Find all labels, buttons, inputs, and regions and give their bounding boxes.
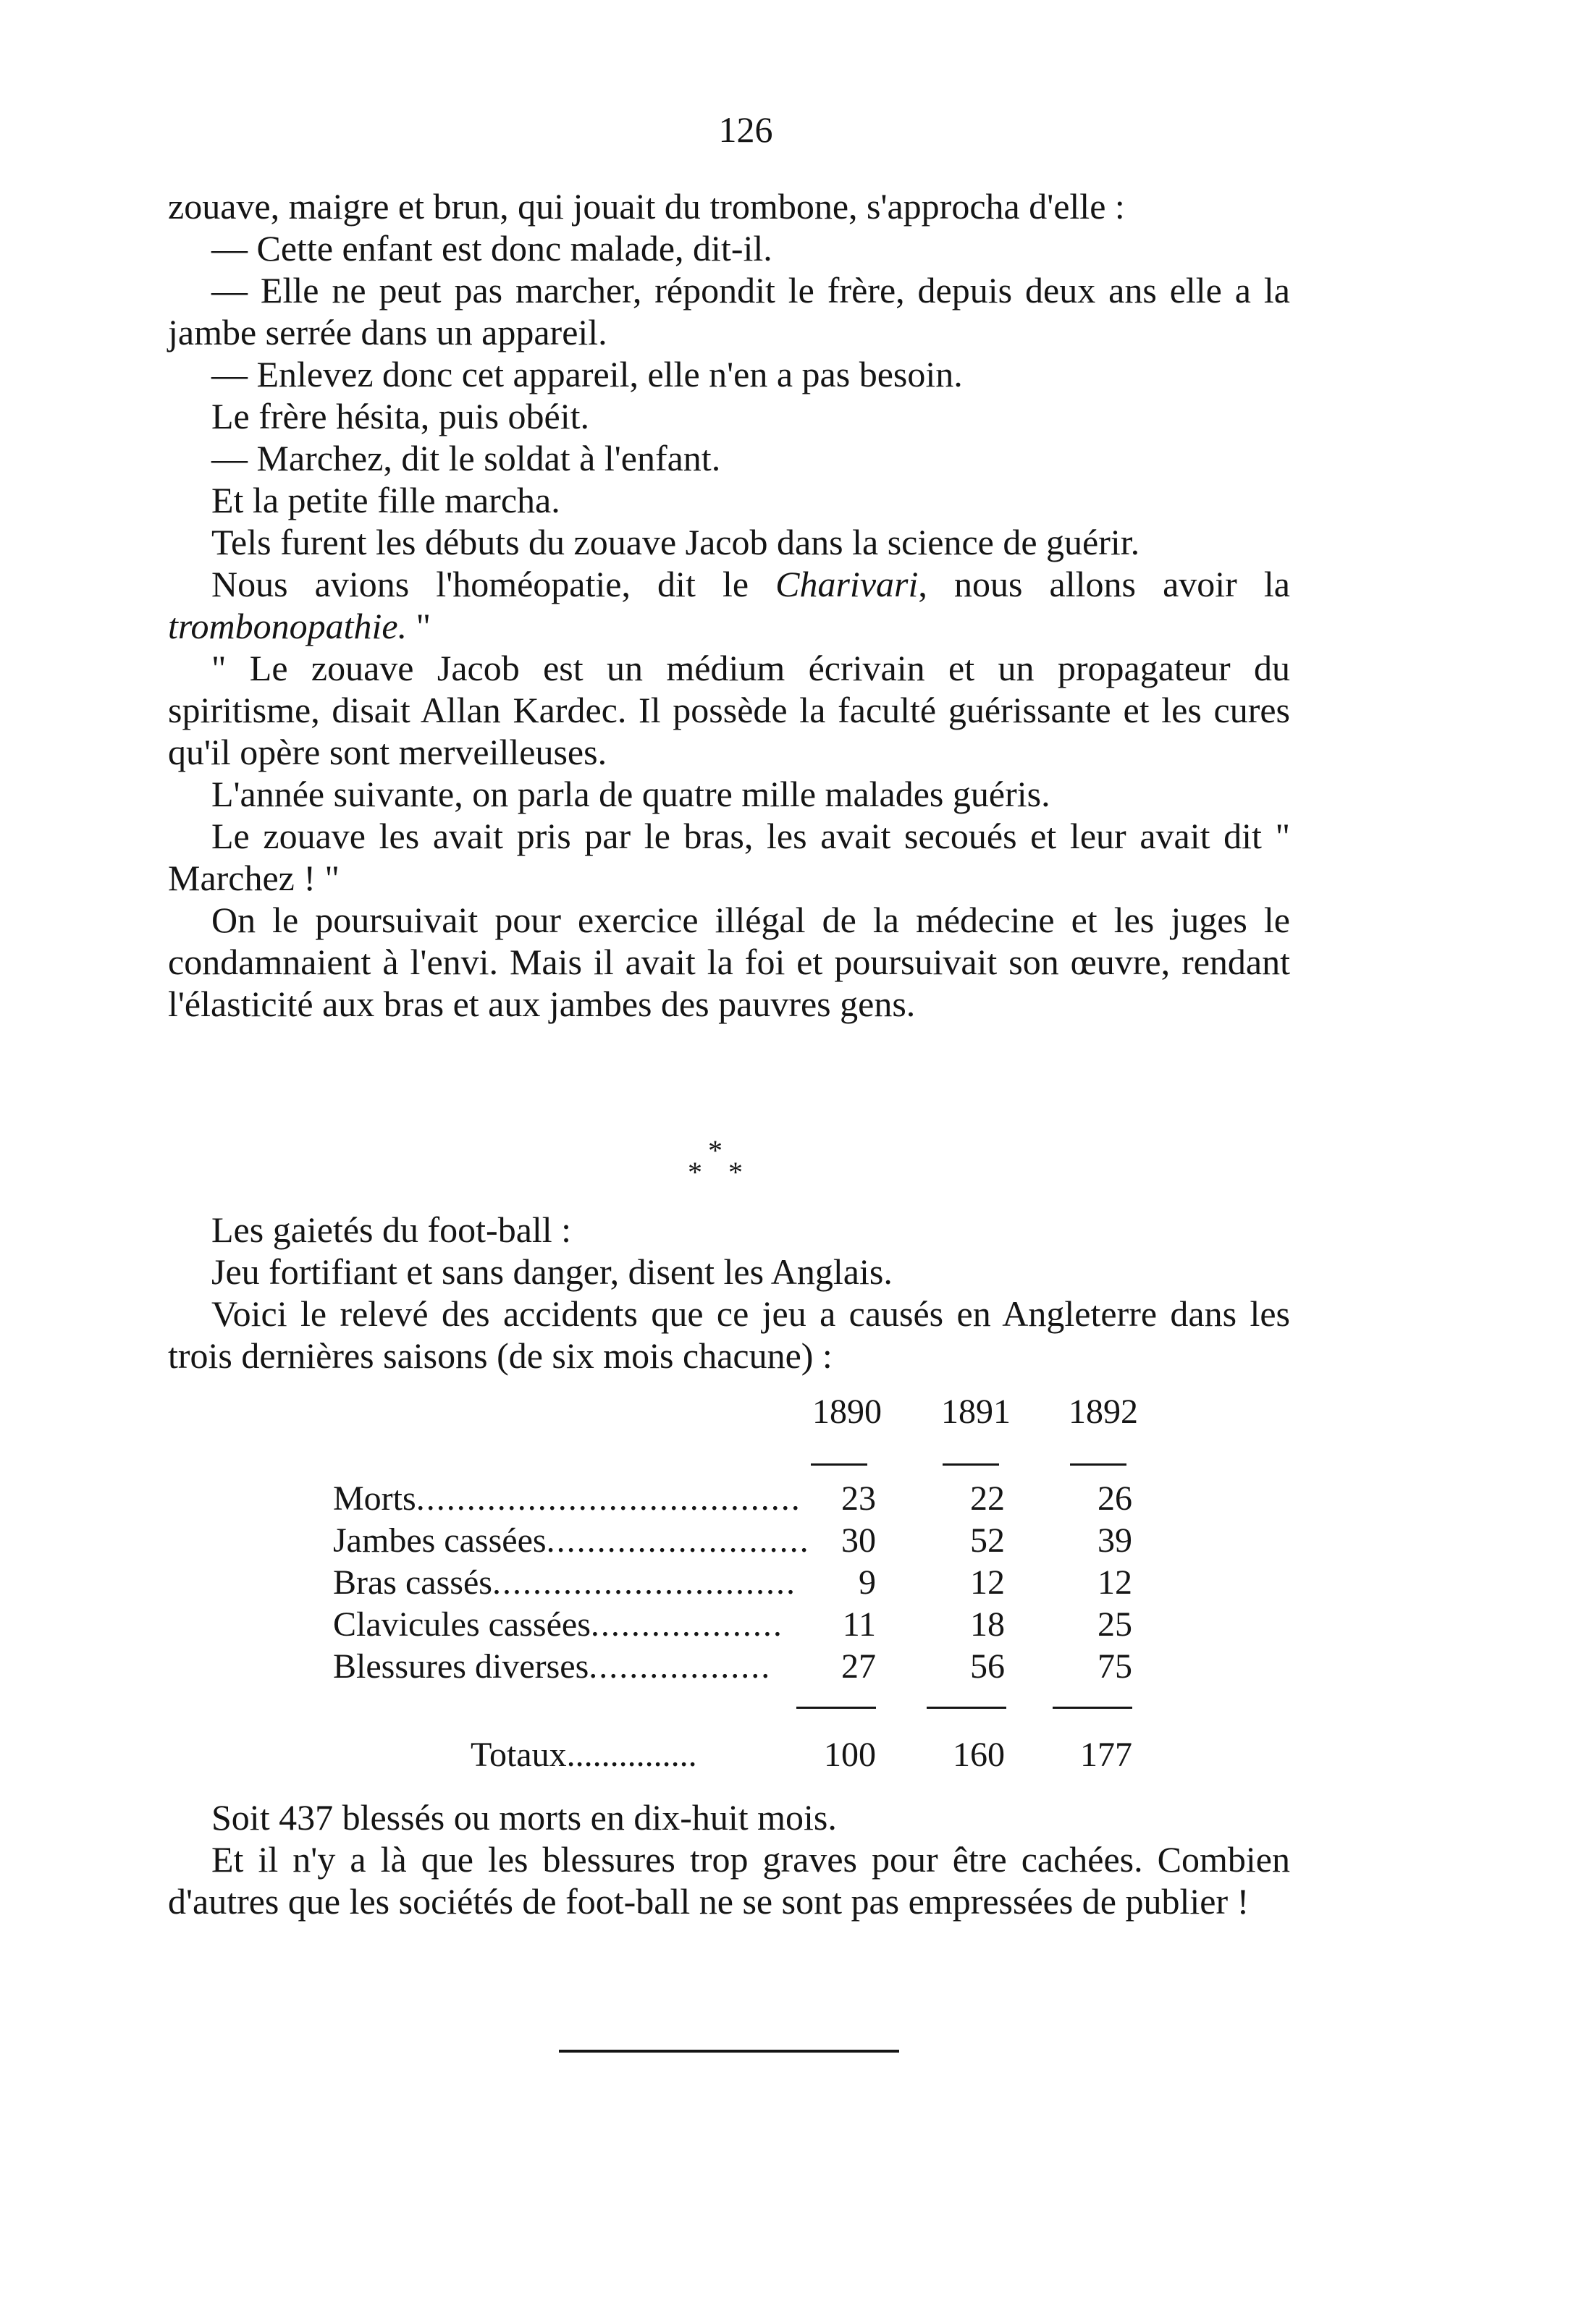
text-run: " <box>407 606 431 646</box>
totals-row <box>0 1734 1584 1776</box>
cell-1892: 12 <box>1098 1563 1132 1602</box>
paragraph: Jeu fortifiant et sans danger, disent les Anglais. <box>211 1251 893 1292</box>
paragraph: " Le zouave Jacob est un médium écrivain et un propagateur du spiritisme, disait Allan Kardec. Il possède la faculté guérissante et les cures qu'il opère sont merveilleuses. <box>168 648 1290 772</box>
paragraph: On le poursuivait pour exercice illégal de la médecine et les juges le condamnaient à l'envi. Mais il avait la foi et poursuivait son œuvre, rendant l'élasticité aux bras et aux jambes des pauvres gens. <box>168 900 1290 1024</box>
cell-1890: 30 <box>841 1521 876 1560</box>
row-label: Morts...................................... <box>333 1479 801 1518</box>
column-dash <box>943 1463 999 1466</box>
table-header-row <box>0 1391 1584 1433</box>
cell-1892: 39 <box>1098 1521 1132 1560</box>
column-dash <box>811 1463 867 1466</box>
cell-1892: 26 <box>1098 1479 1132 1518</box>
paragraph: — Marchez, dit le soldat à l'enfant. <box>211 438 721 478</box>
row-label: Jambes cassées.......................... <box>333 1521 810 1560</box>
totals-label: Totaux............... <box>471 1736 697 1774</box>
cell-1891: 12 <box>970 1563 1005 1602</box>
cell-1890: 9 <box>859 1563 876 1602</box>
end-rule <box>559 2050 899 2053</box>
table-row <box>0 1646 1584 1688</box>
conclusion-section <box>168 1796 1290 1922</box>
sum-rule <box>1053 1707 1132 1709</box>
table-row <box>0 1520 1584 1562</box>
cell-1891: 56 <box>970 1647 1005 1686</box>
total-1891: 160 <box>953 1736 1005 1774</box>
table-row <box>0 1562 1584 1604</box>
asterism-star: * <box>728 1156 743 1188</box>
paragraph: L'année suivante, on parla de quatre mille malades guéris. <box>211 774 1050 814</box>
paragraph: Et il n'y a là que les blessures trop graves pour être cachées. Combien d'autres que les sociétés de foot-ball ne se sont pas empressées de publier ! <box>168 1839 1290 1922</box>
row-label: Blessures diverses.................. <box>333 1647 772 1686</box>
year-header: 1890 <box>812 1393 882 1431</box>
total-1890: 100 <box>824 1736 876 1774</box>
paragraph: Soit 437 blessés ou morts en dix-huit mois. <box>211 1797 837 1838</box>
table-row <box>0 1604 1584 1646</box>
cell-1892: 75 <box>1098 1647 1132 1686</box>
asterism-star: * <box>688 1156 702 1188</box>
paragraph: — Enlevez donc cet appareil, elle n'en a pas besoin. <box>211 354 963 394</box>
row-label: Clavicules cassées................... <box>333 1605 783 1644</box>
cell-1891: 18 <box>970 1605 1005 1644</box>
cell-1891: 52 <box>970 1521 1005 1560</box>
paragraph: Le zouave les avait pris par le bras, les avait secoués et leur avait dit " Marchez ! " <box>168 816 1290 898</box>
paragraph: zouave, maigre et brun, qui jouait du trombone, s'approcha d'elle : <box>168 186 1125 227</box>
asterism-divider <box>681 1136 753 1201</box>
paragraph: Voici le relevé des accidents que ce jeu a causés en Angleterre dans les trois dernières saisons (de six mois chacune) : <box>168 1293 1290 1376</box>
paragraph: — Cette enfant est donc malade, dit-il. <box>211 228 772 269</box>
asterism-star: * <box>708 1134 723 1167</box>
narrative-section <box>168 185 1290 1025</box>
cell-1891: 22 <box>970 1479 1005 1518</box>
cell-1890: 23 <box>841 1479 876 1518</box>
table-row <box>0 1478 1584 1520</box>
cell-1890: 11 <box>842 1605 876 1644</box>
row-label: Bras cassés.............................. <box>333 1563 796 1602</box>
text-run: Nous avions l'homéopatie, dit le <box>211 564 776 604</box>
page-number: 126 <box>718 109 773 150</box>
italic-word: trombonopathie. <box>168 606 408 646</box>
paragraph: Les gaietés du foot-ball : <box>211 1209 572 1250</box>
text-run: , nous allons avoir la <box>918 564 1290 604</box>
paragraph: Tels furent les débuts du zouave Jacob dans la science de guérir. <box>211 522 1140 562</box>
charivari-paragraph <box>168 563 1290 647</box>
paragraph: Et la petite fille marcha. <box>211 480 560 520</box>
total-1892: 177 <box>1080 1736 1132 1774</box>
cell-1892: 25 <box>1098 1605 1132 1644</box>
year-header: 1891 <box>941 1393 1011 1431</box>
column-dash <box>1070 1463 1126 1466</box>
newspaper-title: Charivari <box>775 564 919 604</box>
football-intro-section <box>168 1209 1290 1377</box>
year-header: 1892 <box>1069 1393 1138 1431</box>
paragraph: — Elle ne peut pas marcher, répondit le frère, depuis deux ans elle a la jambe serrée dans un appareil. <box>168 270 1290 352</box>
sum-rule <box>796 1707 876 1709</box>
cell-1890: 27 <box>841 1647 876 1686</box>
sum-rule <box>927 1707 1006 1709</box>
paragraph: Le frère hésita, puis obéit. <box>211 396 590 436</box>
